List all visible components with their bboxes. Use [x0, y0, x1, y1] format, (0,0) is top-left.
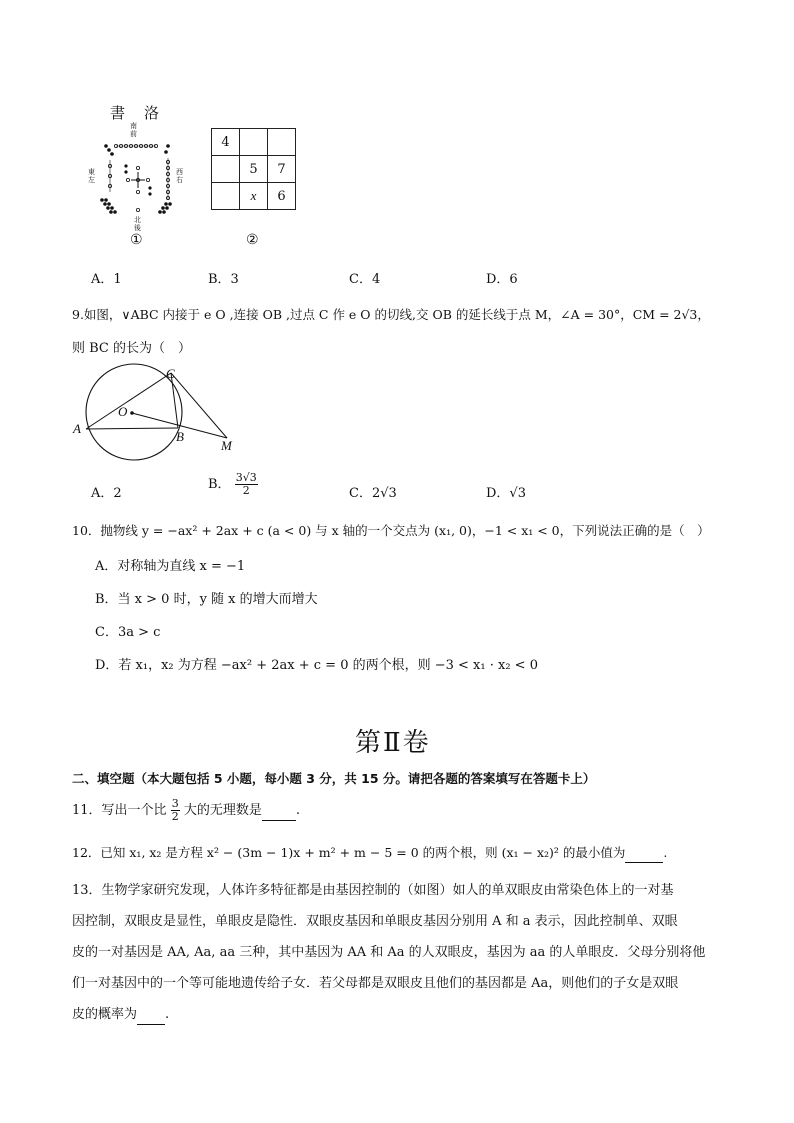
q12-end: . — [663, 845, 668, 860]
magic-square-grid — [211, 128, 296, 210]
fraction-numerator: 3 — [171, 797, 179, 810]
q13-line-3: 皮的一对基因是 AA, Aa, aa 三种，其中基因为 AA 和 Aa 的人双眼皮，基因为 aa 的人单眼皮．父母分别将他 — [72, 945, 706, 960]
label-a: A — [73, 421, 81, 436]
answer-blank[interactable] — [137, 1006, 165, 1025]
answer-blank[interactable] — [262, 802, 296, 821]
q8-option-b: B．3 — [208, 272, 239, 287]
fraction-denominator: 2 — [171, 810, 179, 823]
q9-option-d: D．√3 — [486, 486, 526, 501]
figure-label-2: ② — [246, 232, 259, 248]
q13-last: 皮的概率为 — [72, 1007, 138, 1022]
q10-option-d: D．若 x₁，x₂ 为方程 −ax² + 2ax + c = 0 的两个根，则 −3 < x₁ · x₂ < 0 — [95, 658, 538, 673]
q13-line-2: 因控制，双眼皮是显性，单眼皮是隐性．双眼皮基因和单眼皮基因分别用 A 和 a 表示，因此控制单、双眼 — [72, 914, 678, 929]
luoshu-title: 書 洛 — [110, 104, 162, 122]
grid-cell: x — [240, 183, 268, 210]
luoshu-north-label: 北後 — [134, 216, 141, 232]
grid-row — [212, 183, 296, 210]
grid-cell: 6 — [268, 183, 296, 210]
q9-option-b — [208, 472, 258, 497]
fraction-denominator: 2 — [242, 484, 250, 497]
q10-option-a: A．对称轴为直线 x = −1 — [95, 559, 246, 574]
grid-cell — [212, 183, 240, 210]
q9-circle-figure — [70, 362, 250, 467]
part2-heading: 第Ⅱ卷 — [355, 728, 431, 758]
label-m: M — [221, 438, 232, 453]
luoshu-figure — [86, 100, 196, 260]
q10-option-c: C．3a > c — [95, 625, 161, 640]
luoshu-west-label: 西右 — [176, 168, 183, 184]
q11-pre: 11．写出一个比 — [72, 803, 167, 818]
q10-option-b: B．当 x > 0 时，y 随 x 的增大而增大 — [95, 592, 318, 607]
q11-fraction — [171, 798, 180, 823]
label-c: C — [166, 366, 175, 381]
q9-option-a: A．2 — [91, 486, 122, 501]
q11-post: 大的无理数是 — [183, 803, 262, 818]
section2-instruction: 二、填空题（本大题包括 5 小题，每小题 3 分，共 15 分。请把各题的答案填写在答题卡上） — [72, 771, 596, 786]
q8-option-a: A．1 — [91, 272, 122, 287]
q9-option-c: C．2√3 — [349, 486, 397, 501]
grid-row — [212, 129, 296, 156]
grid-row — [212, 156, 296, 183]
q8-option-d: D．6 — [486, 272, 518, 287]
q12 — [72, 844, 667, 863]
q10-stem: 10．抛物线 y = −ax² + 2ax + c (a < 0) 与 x 轴的一个交点为 (x₁, 0)，−1 < x₁ < 0，下列说法正确的是（ ） — [72, 523, 710, 538]
luoshu-south-label: 南前 — [130, 122, 137, 138]
grid-cell — [240, 129, 268, 156]
q13-end: . — [165, 1007, 170, 1022]
answer-blank[interactable] — [625, 844, 663, 863]
q9-stem-2: 则 BC 的长为（ ） — [72, 341, 192, 356]
figure-label-1: ① — [130, 232, 143, 248]
luoshu-east-label: 東左 — [88, 168, 95, 184]
q9-stem: 9.如图，∨ABC 内接于 e O ,连接 OB ,过点 C 作 e O 的切线,交 OB 的延长线于点 M，∠A = 30°，CM = 2√3， — [72, 307, 710, 322]
grid-cell: 5 — [240, 156, 268, 183]
grid-cell: 7 — [268, 156, 296, 183]
q8-option-c: C．4 — [349, 272, 381, 287]
grid-cell — [212, 156, 240, 183]
q11-end: . — [295, 803, 300, 818]
q9-option-b-label: B． — [208, 477, 231, 492]
q12-text: 12．已知 x₁, x₂ 是方程 x² − (3m − 1)x + m² + m − 5 = 0 的两个根，则 (x₁ − x₂)² 的最小值为 — [72, 845, 626, 860]
q13-line-4: 们一对基因中的一个等可能地遗传给子女．若父母都是双眼皮且他们的基因都是 Aa，则他们的子女是双眼 — [72, 976, 679, 991]
label-o: O — [118, 404, 128, 419]
q13-line-1: 13．生物学家研究发现，人体许多特征都是由基因控制的（如图）如人的单双眼皮由常染色体上的一对基 — [72, 883, 674, 898]
q11 — [72, 798, 300, 823]
grid-cell: 4 — [212, 129, 240, 156]
label-b: B — [176, 429, 184, 444]
q13-line-5 — [72, 1006, 169, 1025]
q9-option-b-fraction — [235, 472, 258, 497]
grid-cell — [268, 129, 296, 156]
fraction-numerator: 3√3 — [235, 471, 257, 484]
